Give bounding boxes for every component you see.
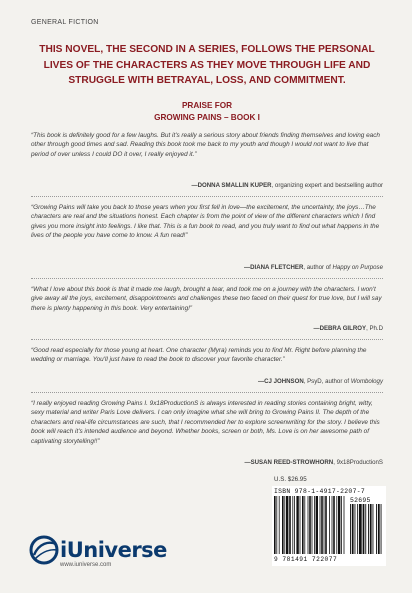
reviewer-name: —DEBRA GILROY [313,325,367,332]
divider [31,339,383,340]
category-label: GENERAL FICTION [31,19,99,26]
barcode [272,486,386,566]
review-quote: “Good read especially for those young at heart. One character (Myra) reminds you to find Mr. Right before planning the wedding or marriage. You'll just have to read the book to discover your favorite character.” [31,347,367,364]
price-addon-digits: 52695 [350,497,371,504]
reviewer-role: , PsyD, author of [303,378,351,385]
review-attribution [313,325,383,333]
reviewer-name: —CJ JOHNSON [258,378,304,385]
review-attribution [244,264,383,272]
publisher-name: iUniverse [60,538,167,562]
divider [31,278,383,279]
divider [31,392,383,393]
barcode-bars [272,496,386,558]
review-quote: “This book is definitely good for a few laughs. But it's really a serious story about friends finding themselves and loving each other through good times and sad. Reading this book took me back to my youth and though I would not want to live that period of over unless I could DO it over, I really enjoyed it.” [31,132,380,158]
reviewer-role: , 9x18ProductionS [333,459,383,466]
praise-heading-line1: PRAISE FOR [181,101,233,110]
reviewer-role: , Ph.D [366,325,383,332]
praise-heading-line2: GROWING PAINS – BOOK I [154,112,260,122]
price-label: U.S. $26.95 [274,476,307,483]
isbn-text: ISBN 978-1-4917-2207-7 [274,488,365,495]
review-quote: “What I love about this book is that it made me laugh, brought a tear, and took me on a journey with the characters. I won't give away all the joys, excitement, disappointments and challenges these two faced on their quest for true love, but I will say there is plenty happening in this book. Very entertaining!” [31,286,382,312]
reviewer-name: —SUSAN REED-STROWHORN [244,459,334,466]
reviewer-name: —DIANA FLETCHER [244,264,304,271]
ean-digits: 9 781491 722077 [274,556,338,563]
book-blurb: THIS NOVEL, THE SECOND IN A SERIES, FOLLOWS THE PERSONAL LIVES OF THE CHARACTERS AS THEY MOVE THROUGH LIFE AND STRUGGLE WITH BETRAYAL, LOSS, AND COMMITMENT. [39,44,375,86]
reviewer-name: —DONNA SMALLIN KUPER [191,182,272,189]
reviewer-work: Happy on Purpose [332,264,383,271]
publisher-url: www.iuniverse.com [60,562,112,568]
reviewer-role: , organizing expert and bestselling author [271,182,383,189]
review-quote: “I really enjoyed reading Growing Pains I. 9x18ProductionS is always interested in reading stories containing bright, witty, sexy material and writer Paris Love delivers. I can only imagine what she will bring to Growing Pains II. The depth of the characters and real-life circumstances are such, that I recommended her to explore screenwriting for the story. I believe this book will reach it's intended audience and beyond. Whether books, screen or both, Ms. Love is on her awesome path of captivating storytelling!!” [31,400,380,445]
reviewer-work: Wombology [350,378,383,385]
review-attribution [258,378,383,386]
review-quote: “Growing Pains will take you back to those years when you first fell in love—the excitement, the uncertainty, the joys…The characters are real and the situations honest. Each chapter is from the point of view of the different characters which I find gives you more insight into feelings. I like that. This is a fun book to read, and you truly want to find out what happens in the lives of the people you have come to know. A fun read!” [31,204,380,240]
divider [31,196,383,197]
globe-swoosh-icon [29,535,59,565]
praise-heading [31,100,383,123]
review-attribution [192,182,383,190]
review-attribution [244,459,383,467]
reviewer-role: , author of [303,264,333,271]
